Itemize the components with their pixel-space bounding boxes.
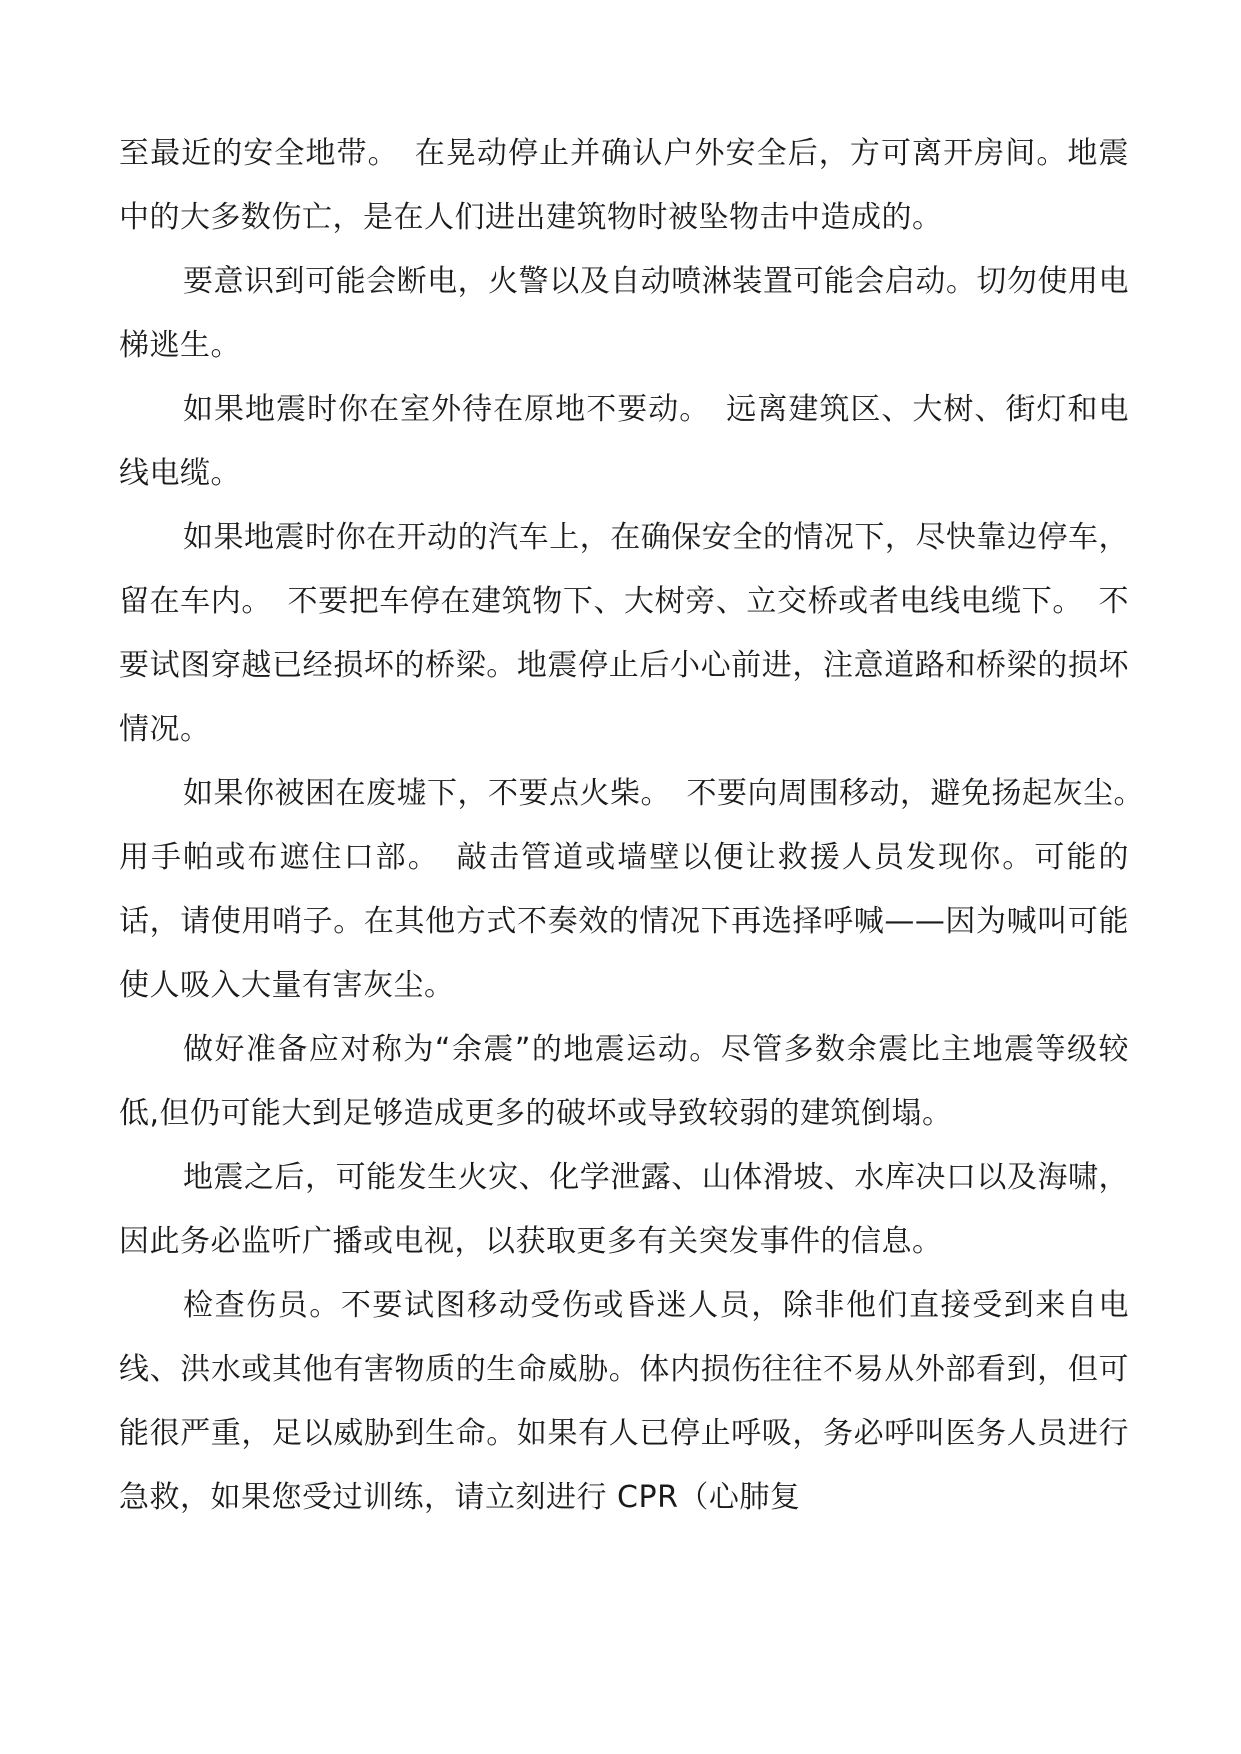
paragraph: 要意识到可能会断电，火警以及自动喷淋装置可能会启动。切勿使用电梯逃生。 [119,264,1129,363]
paragraph: 如果你被困在废墟下，不要点火柴。 不要向周围移动，避免扬起灰尘。 用手帕或布遮住口部。 敲击管道或墙壁以便让救援人员发现你。可能的话，请使用哨子。在其他方式不奏效的情况下再选择呼喊——因为喊叫可能使人吸入大量有害灰尘。 [119,776,1160,1003]
paragraph: 如果地震时你在室外待在原地不要动。 远离建筑区、大树、街灯和电线电缆。 [119,392,1129,491]
paragraph: 做好准备应对称为“余震”的地震运动。尽管多数余震比主地震等级较低,但仍可能大到足够造成更多的破坏或导致较弱的建筑倒塌。 [119,1032,1129,1131]
paragraph: 至最近的安全地带。 在晃动停止并确认户外安全后，方可离开房间。地震中的大多数伤亡，是在人们进出建筑物时被坠物击中造成的。 [119,136,1129,235]
paragraph: 如果地震时你在开动的汽车上，在确保安全的情况下，尽快靠边停车，留在车内。 不要把车停在建筑物下、大树旁、立交桥或者电线电缆下。 不要试图穿越已经损坏的桥梁。地震停止后小心前进，注意道路和桥梁的损坏情况。 [119,520,1129,747]
paragraph: 检查伤员。不要试图移动受伤或昏迷人员，除非他们直接受到来自电线、洪水或其他有害物质的生命威胁。体内损伤往往不易从外部看到，但可能很严重，足以威胁到生命。如果有人已停止呼吸，务必呼叫医务人员进行急救，如果您受过训练，请立刻进行 CPR（心肺复 [119,1288,1129,1515]
body-text [119,122,1160,1530]
paragraph: 地震之后，可能发生火灾、化学泄露、山体滑坡、水库决口以及海啸，因此务必监听广播或电视，以获取更多有关突发事件的信息。 [119,1160,1129,1259]
